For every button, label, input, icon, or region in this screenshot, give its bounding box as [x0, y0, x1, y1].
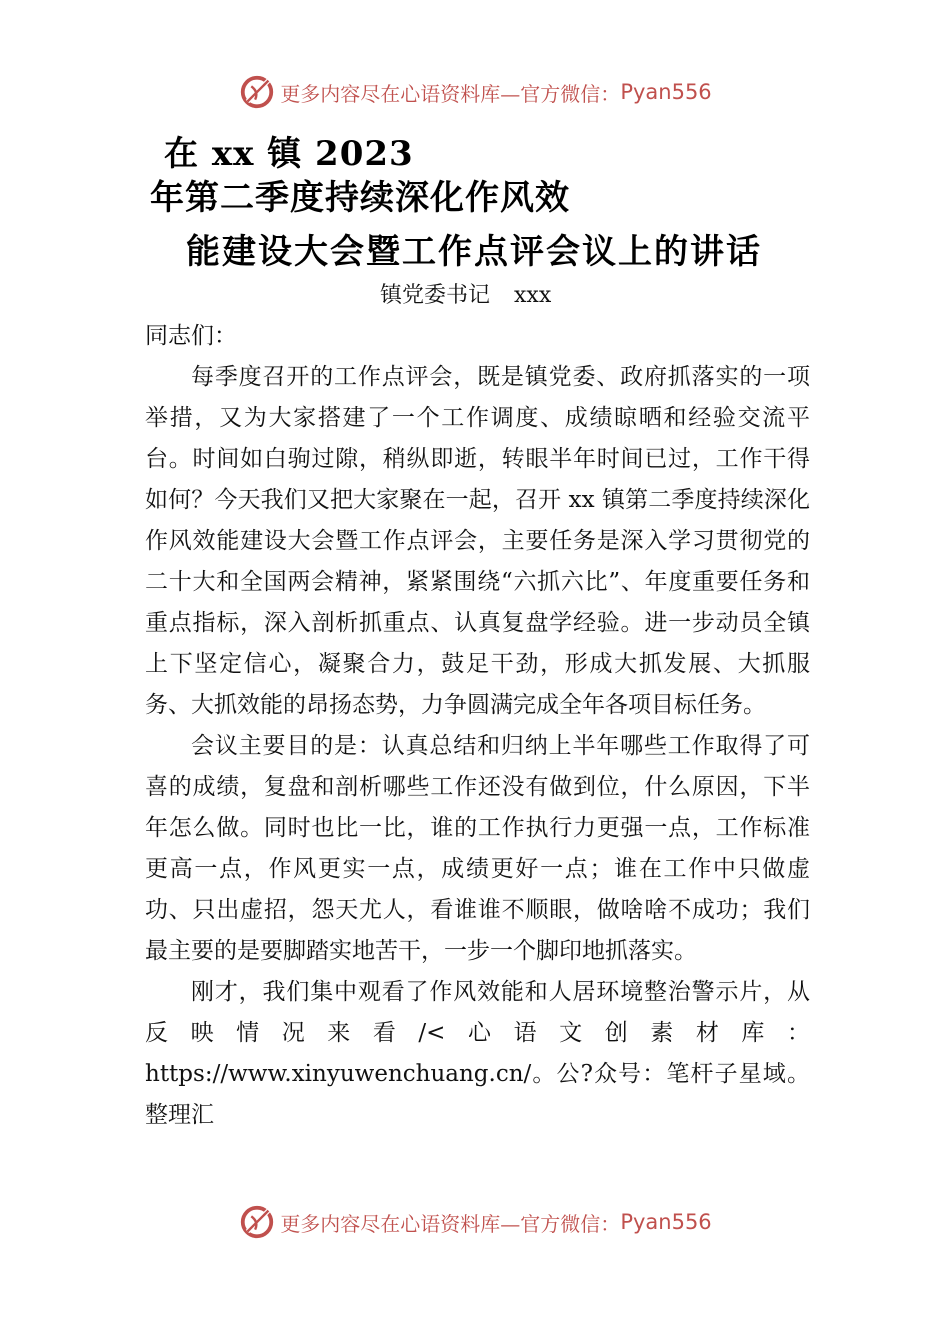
speech-body	[145, 316, 810, 1136]
header-watermark-banner	[0, 72, 950, 112]
footer-watermark-banner	[0, 1202, 950, 1242]
title-line-3: 能建设大会暨工作点评会议上的讲话	[186, 232, 762, 272]
title-line-1: 在 xx 镇 2023	[164, 134, 414, 174]
paragraph-3: 刚才，我们集中观看了作风效能和人居环境整治警示片，从反映情况来看/<心语文创素材库：https://www.xinyuwenchuang.cn/。公?众号：笔杆子星域。整理汇	[145, 979, 810, 1128]
brand-logo-icon	[238, 1203, 276, 1241]
banner-text: 更多内容尽在心语资料库—官方微信：	[280, 1211, 621, 1236]
title-line-2: 年第二季度持续深化作风效	[150, 178, 570, 218]
paragraph-1: 每季度召开的工作点评会，既是镇党委、政府抓落实的一项举措，又为大家搭建了一个工作调度、成绩晾晒和经验交流平台。时间如白驹过隙，稍纵即逝，转眼半年时间已过，工作干得如何？今天我们又把大家聚在一起，召开 xx 镇第二季度持续深化作风效能建设大会暨工作点评会，主要任务是深入学习贯彻党的二十大和全国两会精神，紧紧围绕“六抓六比”、年度重要任务和重点指标，深入剖析抓重点、认真复盘学经验。进一步动员全镇上下坚定信心，凝聚合力，鼓足干劲，形成大抓发展、大抓服务、大抓效能的昂扬态势，力争圆满完成全年各项目标任务。	[145, 364, 810, 718]
salutation: 同志们：	[145, 323, 237, 349]
author-name: xxx	[514, 283, 552, 308]
paragraph-2: 会议主要目的是：认真总结和归纳上半年哪些工作取得了可喜的成绩，复盘和剖析哪些工作还没有做到位，什么原因，下半年怎么做。同时也比一比，谁的工作执行力更强一点，工作标准更高一点，作风更实一点，成绩更好一点；谁在工作中只做虚功、只出虚招，怨天尤人，看谁谁不顺眼，做啥啥不成功；我们最主要的是要脚踏实地苦干，一步一个脚印地抓落实。	[145, 733, 810, 964]
author-role: 镇党委书记	[380, 283, 491, 308]
banner-text: 更多内容尽在心语资料库—官方微信：	[280, 81, 621, 106]
author-line	[380, 278, 551, 309]
banner-wechat-id: Pyan556	[620, 1210, 712, 1234]
banner-wechat-id: Pyan556	[620, 80, 712, 104]
brand-logo-icon	[238, 73, 276, 111]
